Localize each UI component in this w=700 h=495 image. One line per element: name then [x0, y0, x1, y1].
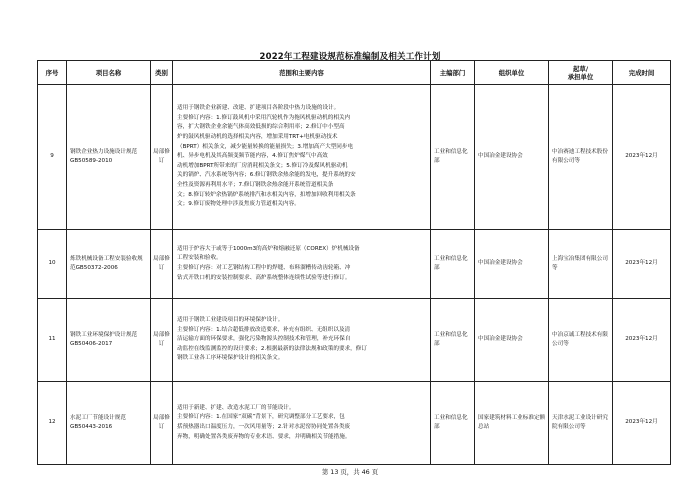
row-time: 2023年12月	[613, 382, 671, 465]
table-row	[38, 299, 671, 382]
scope-line: 动机增加BPRT所带来的厂房消耗相关条文；5.修订冷及煤风机驱动机	[177, 162, 348, 169]
row-drafter: 中冶京诚工程技术有限公司等	[549, 299, 613, 382]
scope-line: 文；8.修订转炉余热锅炉系统排汽和水相关内容，扣增加回收利用相关条	[177, 191, 356, 198]
row-time: 2023年12月	[613, 230, 671, 299]
row-drafter: 天津水泥工业设计研究院有限公司等	[549, 382, 613, 465]
row-dept: 工业和信息化部	[431, 85, 475, 230]
row-drafter: 上海宝冶集团有限公司等	[549, 230, 613, 299]
scope-line: 钢铁工业各工序环境保护设计的相关条文。	[177, 355, 284, 362]
scope-line: 主要修订内容：对工艺钢结构工程中的焊缝、布料溜槽传动齿轮箱、冲	[177, 265, 351, 271]
header-scope: 范围和主要内容	[173, 61, 431, 85]
scope-line: 机、异步电机及其高频变频节能内容，4.修订焦炉煤气中高效	[177, 153, 328, 160]
header-dept: 主编部门	[431, 61, 475, 85]
row-num: 9	[38, 85, 67, 230]
row-category: 局部修订	[151, 85, 173, 230]
row-scope	[173, 382, 431, 465]
scope-line: 文；9.修订废物处理中涉及焦废力管道相关内容。	[177, 201, 300, 208]
header-category: 类别	[151, 61, 173, 85]
header-num: 序号	[38, 61, 67, 85]
header-row	[38, 61, 671, 85]
scope-line: 括预热器出口温度压力，一次风用量等；2.针对水泥窑协同处置各类废	[177, 424, 351, 430]
row-name: 钢铁工业环境保护设计规范GB50406-2017	[67, 299, 151, 382]
scope-line: 炉的鼓风机驱动机的选择相关内容，增加采用TRT+电机驱动技术	[177, 134, 338, 141]
row-name: 炼铁机械设备工程安装验收规范GB50372-2006	[67, 230, 151, 299]
table-row	[38, 382, 671, 465]
row-category: 局部修订	[151, 382, 173, 465]
table-row	[38, 85, 671, 230]
row-num: 11	[38, 299, 67, 382]
row-org: 国家建筑材料工业标准定额总站	[475, 382, 549, 465]
row-dept: 工业和信息化部	[431, 299, 475, 382]
scope-line: 动监控在线监测监控的设计要求；2.根据最新的法律法规和政策的要求，修订	[177, 345, 367, 352]
scope-line: 钻式开铁口机的安装控制要求、高炉系统整体连续性试验等进行修订。	[177, 274, 351, 281]
row-scope	[173, 299, 431, 382]
row-num: 12	[38, 382, 67, 465]
row-dept: 工业和信息化部	[431, 382, 475, 465]
row-org: 中国冶金建设协会	[475, 299, 549, 382]
scope-line: 工程安装和验收。	[177, 255, 222, 262]
scope-line: 主要修订内容：1.修订鼓风机中采用汽轮机作为拖风机驱动机的相关内	[177, 114, 351, 121]
header-drafter: 起草/ 承担单位	[549, 61, 613, 85]
document-title: 2022年工程建设规范标准编制及相关工作计划	[259, 52, 441, 62]
row-category: 局部修订	[151, 299, 173, 382]
scope-line: 容，扩大钢铁企业余能气体高效低损的综合利用率；2.修订中小型高	[177, 124, 345, 131]
scope-line: 适用于钢铁企业新建、改建、扩建项目各阶段中热力设施的设计。	[177, 105, 340, 112]
row-org: 中国冶金建设协会	[475, 85, 549, 230]
row-dept: 工业和信息化部	[431, 230, 475, 299]
plan-table	[37, 60, 671, 465]
header-time: 完成时间	[613, 61, 671, 85]
scope-line: 适用于炉容大于或等于1000m3的高炉和熔融还原（COREX）炉机械设备	[177, 245, 360, 252]
scope-line: （BPRT）相关条文，减少能量转换的能量损失；3.增加高产大型同步电	[177, 143, 354, 150]
row-org: 中国冶金建设协会	[475, 230, 549, 299]
scope-line: 主要修订内容：1.结合超低排放改造要求，补充有组织、无组织以及清	[177, 326, 351, 333]
scope-line: 适用于新建、扩建、改造水泥工厂的节能设计。	[177, 404, 295, 411]
row-num: 10	[38, 230, 67, 299]
row-time: 2023年12月	[613, 299, 671, 382]
row-name: 钢铁企业热力设施设计规范GB50589-2010	[67, 85, 151, 230]
header-org: 组织单位	[475, 61, 549, 85]
row-time: 2023年12月	[613, 85, 671, 230]
scope-line: 弃物，明确处置各类废弃物的专业术语、要求，并明确相关节能措施。	[177, 433, 351, 440]
row-name: 水泥工厂节能设计规范GB50443-2016	[67, 382, 151, 465]
scope-line: 关的锅炉、汽水系统等内容；6.修订钢铁余热余能的发电，提升系统的安	[177, 172, 356, 179]
scope-line: 洁运输方面的环保要求，强化污染物源头控制技术和管理，补充环保自	[177, 336, 351, 343]
row-drafter: 中冶赛迪工程技术股份有限公司等	[549, 85, 613, 230]
row-scope	[173, 85, 431, 230]
table-row	[38, 230, 671, 299]
scope-line: 全性及资源再利用水平；7.修订钢铁余热余能开系统管道相关条	[177, 181, 334, 188]
row-scope	[173, 230, 431, 299]
page-footer: 第 13 页，共 46 页	[321, 468, 379, 476]
header-name: 项目名称	[67, 61, 151, 85]
scope-line: 适用于钢铁工业建设项目的环境保护设计。	[177, 317, 284, 324]
row-category: 局部修订	[151, 230, 173, 299]
scope-line: 主要修订内容：1.在国家“双碳”背景下，研究调整部分工艺要求，包	[177, 414, 345, 421]
